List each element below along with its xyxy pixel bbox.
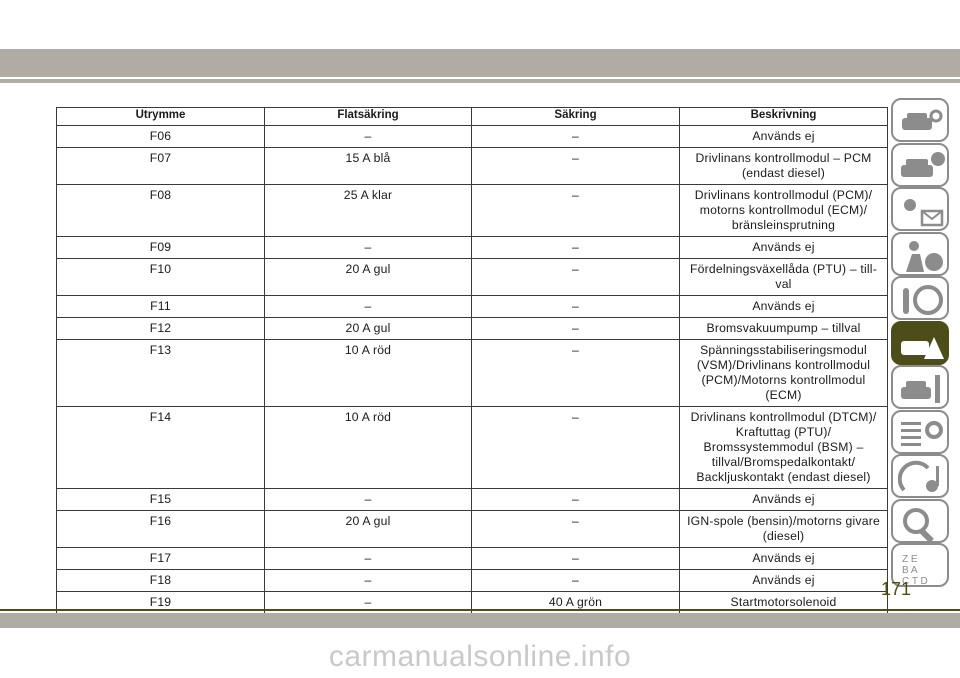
chapter-tab-steering-wheel[interactable] [891, 276, 949, 320]
cell-sakring: – [472, 548, 680, 570]
cell-sakring: – [472, 185, 680, 237]
cell-utrymme: F06 [57, 126, 265, 148]
fuse-table [56, 107, 888, 625]
table-header-row [57, 108, 888, 126]
cell-sakring: – [472, 126, 680, 148]
cell-flatsakring: 20 A gul [265, 259, 472, 296]
header-beskrivning: Beskrivning [680, 108, 888, 126]
cell-utrymme: F10 [57, 259, 265, 296]
chapter-tab-car-emergency[interactable] [891, 321, 949, 365]
chapter-tab-seatbelt-airbag[interactable] [891, 232, 949, 276]
table-row [57, 407, 888, 489]
cell-beskrivning: Drivlinans kontrollmodul (DTCM)/ Kraftuttag (PTU)/ Bromssystemmodul (BSM) – tillval/Bromspedalkontakt/ Backljuskontakt (endast diesel) [680, 407, 888, 489]
cell-sakring: – [472, 318, 680, 340]
car-emergency-icon [898, 327, 946, 363]
chapter-tab-car-info[interactable] [891, 143, 949, 187]
cell-beskrivning: Används ej [680, 296, 888, 318]
cell-beskrivning: Fördelningsväxellåda (PTU) – till- val [680, 259, 888, 296]
table-row [57, 185, 888, 237]
cell-flatsakring: 20 A gul [265, 511, 472, 548]
cell-beskrivning: Används ej [680, 237, 888, 259]
table-row [57, 511, 888, 548]
table-row [57, 489, 888, 511]
watermark: carmanualsonline.info [328, 640, 632, 673]
table-row [57, 570, 888, 592]
cell-flatsakring: 10 A röd [265, 340, 472, 407]
table-row [57, 548, 888, 570]
cell-beskrivning: Bromsvakuumpump – tillval [680, 318, 888, 340]
cell-flatsakring: 10 A röd [265, 407, 472, 489]
cell-sakring: – [472, 407, 680, 489]
cell-flatsakring: 25 A klar [265, 185, 472, 237]
car-info-icon [898, 149, 946, 185]
car-key-icon [898, 104, 946, 140]
cell-sakring: – [472, 489, 680, 511]
cell-utrymme: F09 [57, 237, 265, 259]
table-row [57, 237, 888, 259]
svg-text:Z E: Z E [902, 554, 918, 565]
cell-flatsakring: – [265, 548, 472, 570]
cell-beskrivning: Startmotorsolenoid [680, 592, 888, 625]
cell-utrymme: F17 [57, 548, 265, 570]
cell-utrymme: F13 [57, 340, 265, 407]
header-flatsakring: Flatsäkring [265, 108, 472, 126]
cell-beskrivning: Används ej [680, 548, 888, 570]
cell-sakring: – [472, 237, 680, 259]
cell-beskrivning: Drivlinans kontrollmodul (PCM)/ motorns kontrollmodul (ECM)/ bränsleinsprutning [680, 185, 888, 237]
chapter-tab-car-key[interactable] [891, 98, 949, 142]
table-row [57, 259, 888, 296]
cell-utrymme: F08 [57, 185, 265, 237]
specifications-gear-icon [898, 416, 946, 452]
footer-band [0, 613, 960, 628]
cell-flatsakring: – [265, 237, 472, 259]
cell-flatsakring: – [265, 570, 472, 592]
footer-rule [0, 609, 960, 611]
cell-beskrivning: IGN-spole (bensin)/motorns givare (diesel) [680, 511, 888, 548]
cell-utrymme: F19 [57, 592, 265, 625]
cell-beskrivning: Spänningsstabiliseringsmodul (VSM)/Drivlinans kontrollmodul (PCM)/Motorns kontrollmodul (ECM) [680, 340, 888, 407]
header-sakring: Säkring [472, 108, 680, 126]
cell-utrymme: F15 [57, 489, 265, 511]
cell-flatsakring: 15 A blå [265, 148, 472, 185]
cell-utrymme: F11 [57, 296, 265, 318]
chapter-tab-car-service-wrench[interactable] [891, 365, 949, 409]
cell-utrymme: F07 [57, 148, 265, 185]
seatbelt-airbag-icon [898, 238, 946, 274]
car-service-wrench-icon [898, 371, 946, 407]
header-band [0, 49, 960, 77]
cell-flatsakring: – [265, 296, 472, 318]
table-row [57, 148, 888, 185]
cell-flatsakring: – [265, 592, 472, 625]
cell-sakring: 40 A grön [472, 592, 680, 625]
cell-beskrivning: Används ej [680, 570, 888, 592]
cell-sakring: – [472, 340, 680, 407]
chapter-tab-multimedia-music[interactable] [891, 454, 949, 498]
header-rule [0, 79, 960, 83]
cell-flatsakring: – [265, 489, 472, 511]
cell-utrymme: F14 [57, 407, 265, 489]
svg-text:C T D: C T D [902, 576, 928, 585]
chapter-tab-specifications-gear[interactable] [891, 410, 949, 454]
table-row [57, 340, 888, 407]
chapter-tab-search-magnifier[interactable] [891, 499, 949, 543]
table-row [57, 296, 888, 318]
header-utrymme: Utrymme [57, 108, 265, 126]
cell-beskrivning: Används ej [680, 126, 888, 148]
multimedia-music-icon [898, 460, 946, 496]
cell-sakring: – [472, 570, 680, 592]
cell-utrymme: F16 [57, 511, 265, 548]
cell-utrymme: F12 [57, 318, 265, 340]
table-row [57, 126, 888, 148]
page-number: 171 [880, 579, 912, 599]
cell-sakring: – [472, 148, 680, 185]
svg-text:B A: B A [902, 565, 918, 576]
cell-flatsakring: – [265, 126, 472, 148]
cell-flatsakring: 20 A gul [265, 318, 472, 340]
steering-wheel-icon [898, 282, 946, 318]
chapter-tab-warning-lights-message[interactable] [891, 187, 949, 231]
cell-beskrivning: Används ej [680, 489, 888, 511]
table-row [57, 318, 888, 340]
warning-lights-message-icon [898, 193, 946, 229]
cell-sakring: – [472, 259, 680, 296]
cell-beskrivning: Drivlinans kontrollmodul – PCM (endast diesel) [680, 148, 888, 185]
cell-sakring: – [472, 296, 680, 318]
search-magnifier-icon [898, 505, 946, 541]
cell-utrymme: F18 [57, 570, 265, 592]
cell-sakring: – [472, 511, 680, 548]
